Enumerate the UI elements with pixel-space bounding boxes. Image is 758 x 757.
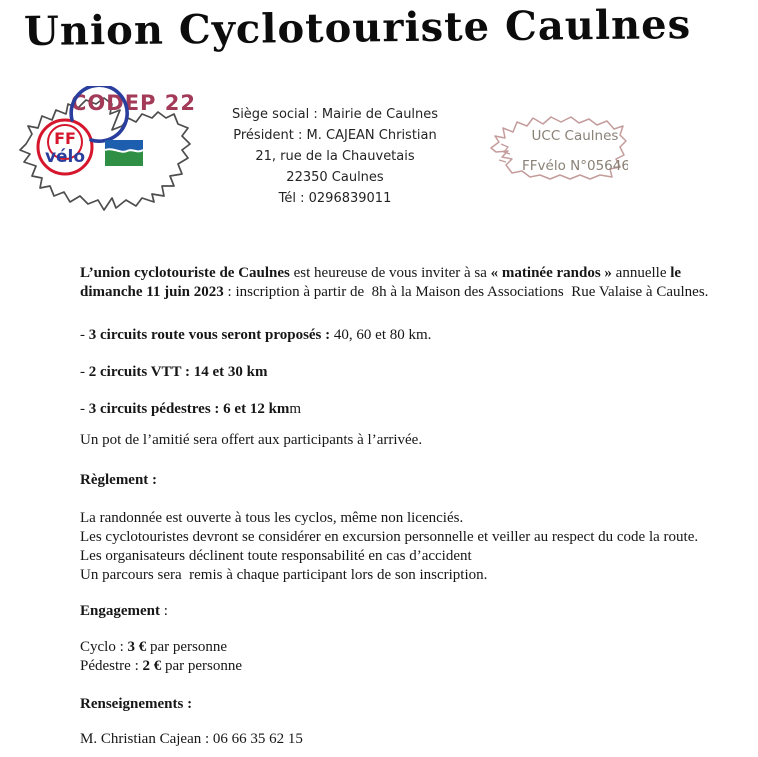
text-run-bold: L’union cyclotouriste de Caulnes [80, 265, 290, 281]
contact-line [80, 730, 756, 749]
address-line: Tél : 0296839011 [278, 191, 392, 206]
address-line: 21, rue de la Chauvetais [255, 149, 415, 164]
brittany-coast-detail [499, 144, 510, 162]
brittany-map-icon [487, 108, 628, 188]
pot-amitie-line [80, 431, 756, 450]
rule-line: Un parcours sera remis à chaque participant lors de son inscription. [80, 567, 488, 583]
circuit-line [80, 326, 756, 345]
heading-text: Renseignements : [80, 696, 193, 712]
codep22-logo [16, 86, 194, 223]
heading-text: Règlement : [80, 472, 158, 488]
heading-text: Engagement [80, 603, 160, 619]
text-run: Cyclo : [80, 639, 128, 655]
text-run: - [80, 327, 89, 343]
club-address-block [205, 104, 465, 209]
text-run: - [80, 401, 89, 417]
intro-line-2 [80, 283, 756, 302]
text-run: : [160, 603, 168, 619]
rules-paragraph [80, 509, 756, 585]
circuit-line [80, 363, 756, 382]
address-line: 22350 Caulnes [286, 170, 384, 185]
ffvelo-velo-label: vélo [44, 147, 86, 167]
reglement-heading [80, 471, 756, 490]
ffvelo-ff-label: FF [54, 129, 76, 148]
circuit-vtt-line [80, 363, 756, 382]
rule-line: Les organisateurs déclinent toute responsabilité en cas d’accident [80, 548, 472, 564]
circuit-pedestre-line [80, 400, 756, 419]
text-run: Un pot de l’amitié sera offert aux participants à l’arrivée. [80, 432, 423, 448]
text-run: M. Christian Cajean : 06 66 35 62 15 [80, 731, 303, 747]
fee-line [80, 657, 756, 676]
intro-paragraph [80, 264, 756, 302]
codep22-map-icon [16, 86, 194, 218]
page-title: Union Cyclotouriste Caulnes [23, 1, 692, 55]
text-run-bold: 2 € [142, 658, 162, 674]
text-run-bold: 3 circuits pédestres : 6 et 12 km [88, 401, 290, 417]
rule-line: La randonnée est ouverte à tous les cyclos, même non licenciés. [80, 510, 464, 526]
cotes-darmor-flag-icon [105, 140, 143, 166]
renseignements-heading [80, 695, 756, 714]
address-line: Président : M. CAJEAN Christian [233, 128, 437, 143]
text-run: : inscription à partir de 8h à la Maison des Associations Rue Valaise à Caulnes. [223, 284, 709, 300]
text-run: Pédestre : [80, 658, 143, 674]
rule-line: Les cyclotouristes devront se considérer en excursion personnelle et veiller au respect du code la route. [80, 529, 699, 545]
text-run: est heureuse de vous inviter à sa [289, 265, 491, 281]
text-run-bold: 3 circuits route vous seront proposés : [88, 327, 331, 343]
stamp-club-name: UCC Caulnes [531, 128, 619, 144]
text-run: - [80, 364, 89, 380]
club-stamp [487, 108, 628, 193]
text-run-bold: 3 € [127, 639, 147, 655]
codep-label: CODEP 22 [71, 91, 194, 115]
fees-paragraph [80, 638, 756, 676]
text-run: 40, 60 et 80 km. [330, 327, 432, 343]
heading-line [80, 602, 756, 621]
fee-line [80, 638, 756, 657]
letter-body [80, 264, 756, 749]
intro-line-1 [80, 264, 756, 283]
text-run: annuelle [611, 265, 671, 281]
address-line: Siège social : Mairie de Caulnes [231, 107, 439, 122]
text-run-bold: « matinée randos » [490, 265, 612, 281]
text-run-bold: dimanche 11 juin 2023 [80, 284, 224, 300]
circuit-line [80, 400, 756, 419]
engagement-heading [80, 602, 756, 621]
text-run: par personne [146, 639, 228, 655]
text-run-bold: le [670, 265, 682, 281]
stamp-club-number: FFvélo N°05646 [522, 158, 628, 174]
text-run-bold: 2 circuits VTT : 14 et 30 km [88, 364, 268, 380]
text-run: par personne [161, 658, 243, 674]
text-run: m [289, 401, 302, 417]
circuit-route-line [80, 326, 756, 345]
